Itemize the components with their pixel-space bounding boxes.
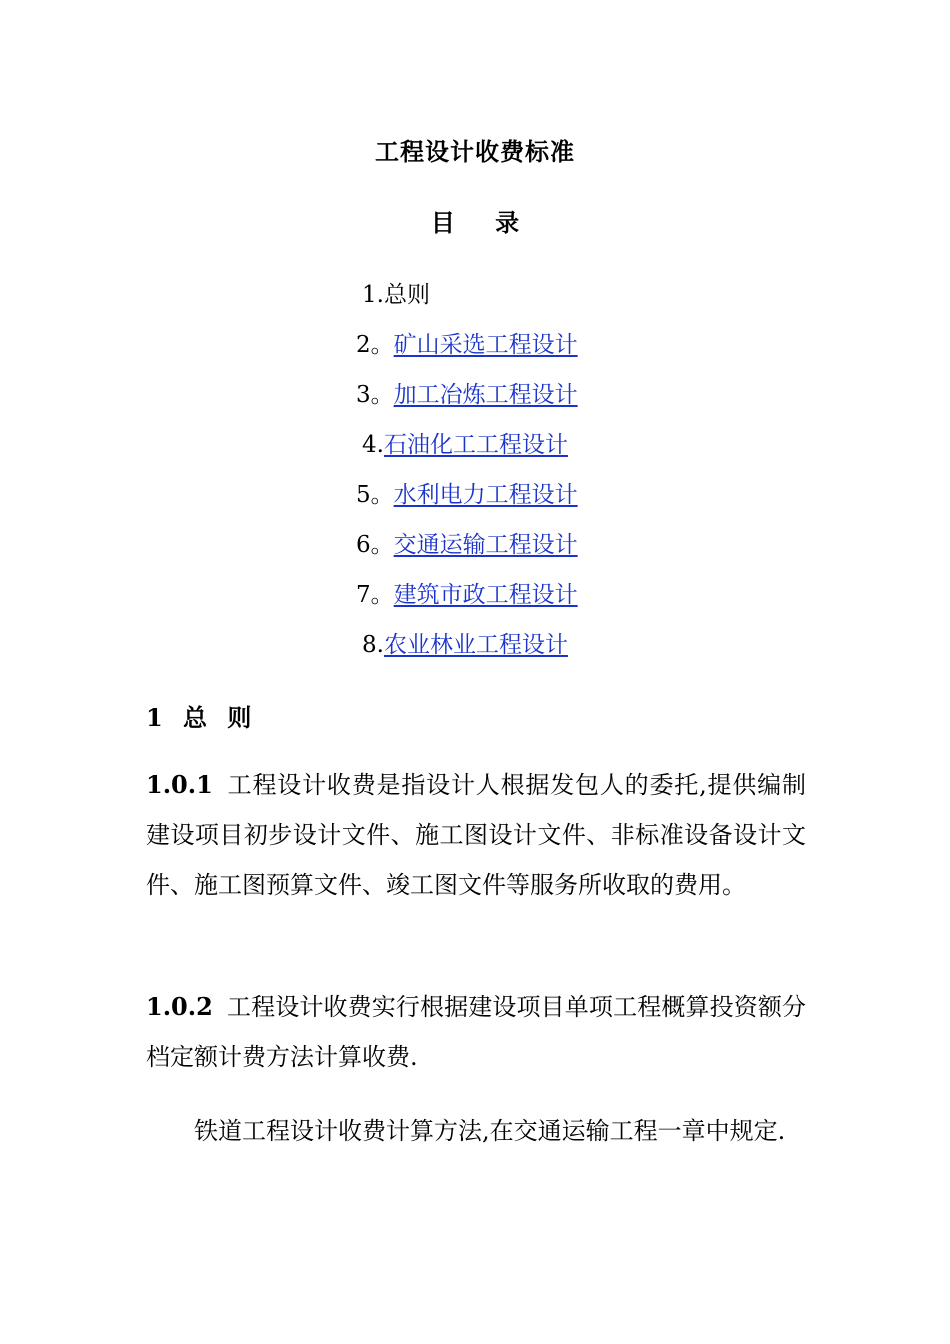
toc-item-number: 8. [362,632,384,658]
toc-item-3 [356,380,578,410]
toc-link[interactable]: 农业林业工程设计 [383,632,568,658]
toc-item-number: 5。 [356,482,394,508]
toc-item-label: 总则 [383,282,430,308]
section-heading: 1 总 则 [146,703,258,732]
toc-item-2 [356,330,578,360]
toc-link[interactable]: 水利电力工程设计 [393,482,578,508]
toc-item-4 [362,430,568,460]
section-note: 铁道工程设计收费计算方法,在交通运输工程一章中规定. [194,1117,786,1145]
toc-item-number: 2。 [356,332,394,358]
clause-1-0-1 [146,760,806,910]
toc-item-6 [356,530,578,560]
toc-link[interactable]: 交通运输工程设计 [393,532,578,558]
toc-item-8 [362,630,568,660]
clause-number: 1.0.1 [146,770,213,799]
toc-link[interactable]: 建筑市政工程设计 [393,582,578,608]
document-title: 工程设计收费标准 [375,137,575,166]
toc-heading: 目 录 [430,208,536,237]
clause-text: 工程设计收费实行根据建设项目单项工程概算投资额分档定额计费方法计算收费. [146,993,806,1071]
toc-link[interactable]: 矿山采选工程设计 [393,332,578,358]
toc-item-5 [356,480,578,510]
toc-item-number: 3。 [356,382,394,408]
toc-item-number: 1. [362,282,384,308]
toc-link[interactable]: 加工冶炼工程设计 [393,382,578,408]
clause-text: 工程设计收费是指设计人根据发包人的委托,提供编制建设项目初步设计文件、施工图设计文件、非标准设备设计文件、施工图预算文件、竣工图文件等服务所收取的费用。 [146,771,806,899]
toc-item-number: 7。 [356,582,394,608]
toc-link[interactable]: 石油化工工程设计 [383,432,568,458]
clause-1-0-2 [146,982,806,1082]
toc-item-number: 4. [362,432,384,458]
toc-item-number: 6。 [356,532,394,558]
clause-number: 1.0.2 [146,992,213,1021]
toc-item-7 [356,580,578,610]
toc-item-1 [362,280,430,310]
